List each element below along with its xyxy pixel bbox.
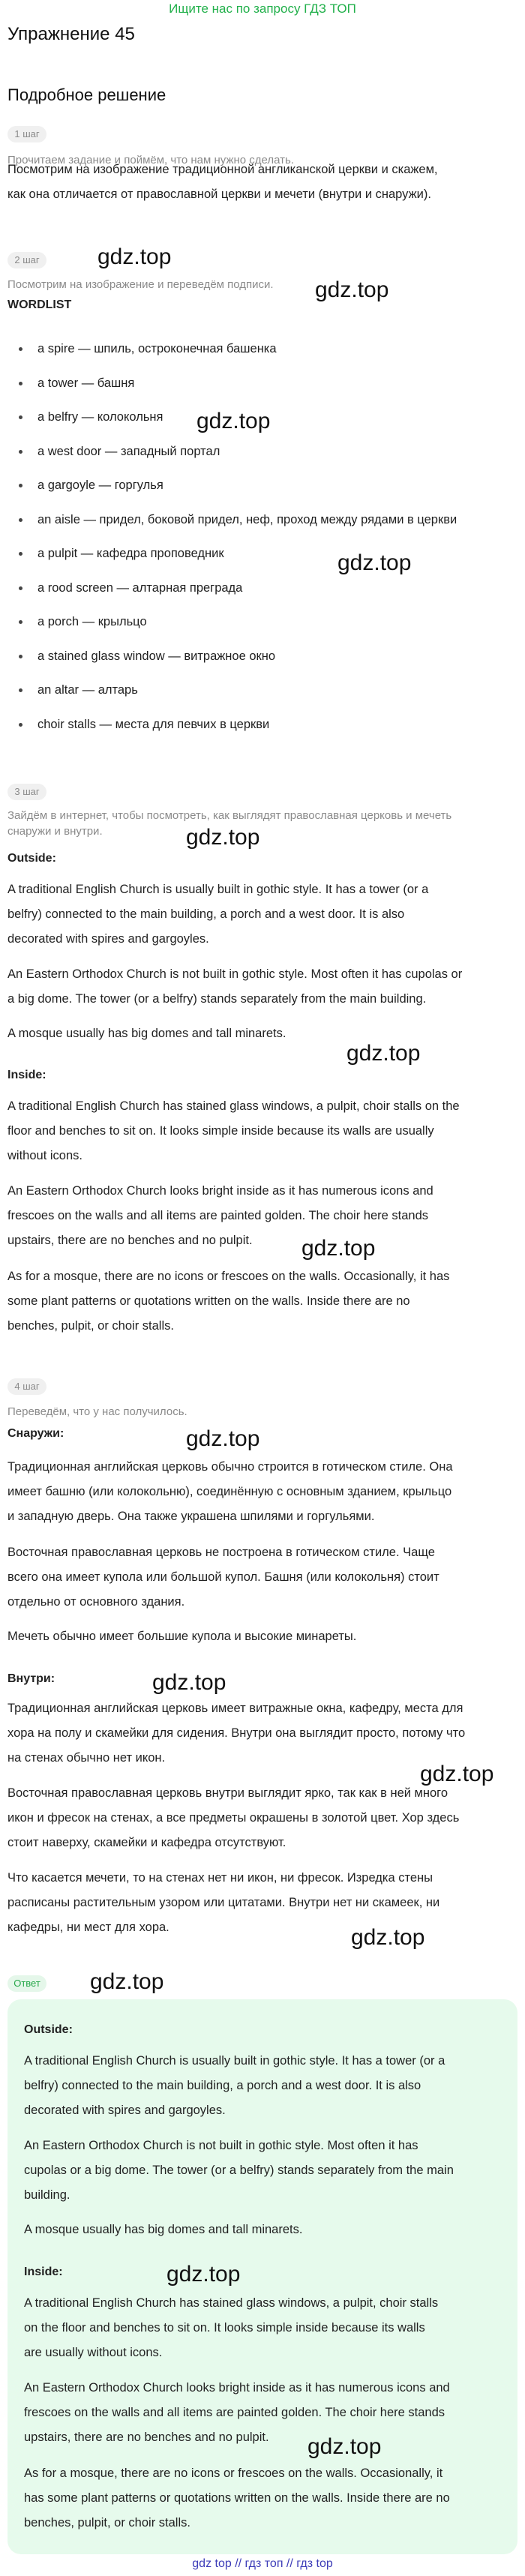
watermark: gdz.top	[346, 1041, 421, 1066]
inside-heading-ru: Внутри:	[8, 1672, 56, 1685]
step1-hint: Прочитаем задание и поймём, что нам нужно сделать.	[8, 154, 295, 166]
step3-hint: Зайдём в интернет, чтобы посмотреть, как выглядят православная церковь и мечеть снаружи и внутри.	[8, 809, 452, 838]
list-item: an altar — алтарь	[8, 679, 510, 713]
paragraph: Восточная православная церковь не построена в готическом стиле. Чаще всего она имеет купола или большой купол. Башня (или колокольня) стоит отдельно от основного здания.	[8, 1546, 440, 1609]
paragraph: A traditional English Church has stained glass windows, a pulpit, choir stalls on the floor and benches to sit on. It looks simple inside because its walls are usually without icons.	[8, 1099, 460, 1162]
step2-hint: Посмотрим на изображение и переведём подписи.	[8, 278, 274, 291]
wordlist-heading: WORDLIST	[8, 298, 72, 311]
paragraph: An Eastern Orthodox Church is not built in gothic style. Most often it has cupolas or a big dome. The tower (or a belfry) stands separately from the main building.	[24, 2139, 454, 2202]
watermark: gdz.top	[196, 409, 271, 433]
list-item: a spire — шпиль, остроконечная башенка	[8, 337, 510, 372]
step-badge-4: 4 шаг	[8, 1378, 46, 1395]
list-item: a stained glass window — витражное окно	[8, 645, 510, 679]
answer-outside-heading: Outside:	[24, 2023, 73, 2036]
step4-hint: Переведём, что у нас получилось.	[8, 1405, 188, 1418]
answer-inside-heading: Inside:	[24, 2266, 63, 2278]
watermark: gdz.top	[186, 825, 260, 850]
watermark: gdz.top	[186, 1426, 260, 1451]
list-item: a gargoyle — горгулья	[8, 474, 510, 508]
list-item: a rood screen — алтарная преграда	[8, 577, 510, 611]
list-item: a tower — башня	[8, 372, 510, 406]
paragraph: Что касается мечети, то на стенах нет ни икон, ни фресок. Изредка стены расписаны растительным узором или цитатами. Внутри нет ни скамеек, ни кафедры, ни мест для хора.	[8, 1871, 440, 1934]
top-link[interactable]: Ищите нас по запросу ГДЗ ТОП	[169, 1, 356, 16]
outside-heading-ru: Снаружи:	[8, 1427, 64, 1440]
paragraph: An Eastern Orthodox Church looks bright inside as it has numerous icons and frescoes on the walls and all items are painted golden. The choir here stands upstairs, there are no benches and no pulpit.	[8, 1184, 434, 1247]
step-badge-1: 1 шаг	[8, 126, 46, 142]
list-item: choir stalls — места для певчих в церкви	[8, 713, 510, 748]
paragraph: As for a mosque, there are no icons or frescoes on the walls. Occasionally, it has some plant patterns or quotations written on the walls. Inside there are no benches, pulpit, or choir stalls.	[24, 2467, 450, 2530]
list-item: an aisle — придел, боковой придел, неф, проход между рядами в церкви	[8, 508, 510, 543]
watermark: gdz.top	[351, 1925, 425, 1950]
inside-heading: Inside:	[8, 1069, 46, 1081]
paragraph: A traditional English Church is usually built in gothic style. It has a tower (or a belfry) connected to the main building, a porch and a west door. It is also decorated with spires and gargoyles.	[24, 2054, 446, 2117]
step-badge-2: 2 шаг	[8, 252, 46, 268]
paragraph: A mosque usually has big domes and tall minarets.	[8, 1027, 286, 1040]
step-badge-3: 3 шаг	[8, 784, 46, 800]
footer-links[interactable]: gdz top // гдз топ // гдз top	[192, 2557, 333, 2570]
watermark: gdz.top	[98, 244, 172, 269]
paragraph: An Eastern Orthodox Church looks bright inside as it has numerous icons and frescoes on the walls and all items are painted golden. The choir here stands upstairs, there are no benches and no pulpit.	[24, 2381, 450, 2444]
watermark: gdz.top	[338, 550, 412, 575]
paragraph: Мечеть обычно имеет большие купола и высокие минареты.	[8, 1630, 357, 1643]
watermark: gdz.top	[166, 2262, 241, 2287]
watermark: gdz.top	[152, 1670, 226, 1695]
paragraph: A traditional English Church is usually built in gothic style. It has a tower (or a belfry) connected to the main building, a porch and a west door. It is also decorated with spires and gargoyles.	[8, 883, 429, 946]
paragraph: Восточная православная церковь внутри выглядит ярко, так как в ней много икон и фресок на стенах, а все предметы окрашены в золотой цвет. Хор здесь стоит наверху, скамейки и кафедра отсутствуют.	[8, 1786, 460, 1849]
section-title: Подробное решение	[8, 85, 166, 104]
watermark: gdz.top	[420, 1762, 494, 1786]
watermark: gdz.top	[315, 277, 389, 302]
list-item: a west door — западный портал	[8, 440, 510, 475]
paragraph: Традиционная английская церковь имеет витражные окна, кафедру, места для хора на полу и скамейки для сидения. Внутри она выглядит просто, потому что на стенах обычно нет икон.	[8, 1702, 466, 1765]
watermark: gdz.top	[302, 1236, 376, 1261]
list-item: a belfry — колокольня	[8, 406, 510, 440]
paragraph: An Eastern Orthodox Church is not built in gothic style. Most often it has cupolas or a big dome. The tower (or a belfry) stands separately from the main building.	[8, 967, 463, 1006]
answer-badge: Ответ	[8, 1975, 46, 1992]
step1-text: Посмотрим на изображение традиционной англиканской церкви и скажем, как она отличается от православной церкви и мечети (внутри и снаружи).	[8, 163, 438, 201]
paragraph: A mosque usually has big domes and tall minarets.	[24, 2223, 303, 2236]
list-item: a porch — крыльцо	[8, 610, 510, 645]
list-item: a pulpit — кафедра проповедник	[8, 542, 510, 577]
paragraph: A traditional English Church has stained glass windows, a pulpit, choir stalls on the floor and benches to sit on. It looks simple inside because its walls are usually without icons.	[24, 2296, 439, 2359]
page-title: Упражнение 45	[8, 24, 135, 44]
watermark: gdz.top	[308, 2434, 382, 2459]
watermark: gdz.top	[90, 1969, 164, 1994]
outside-heading: Outside:	[8, 852, 56, 865]
paragraph: As for a mosque, there are no icons or frescoes on the walls. Occasionally, it has some plant patterns or quotations written on the walls. Inside there are no benches, pulpit, or choir stalls.	[8, 1270, 450, 1333]
paragraph: Традиционная английская церковь обычно строится в готическом стиле. Она имеет башню (или колокольню), соединённую с основным зданием, крыльцо и западную дверь. Она также украшена шпилями и горгульями.	[8, 1460, 453, 1523]
wordlist	[8, 337, 510, 747]
